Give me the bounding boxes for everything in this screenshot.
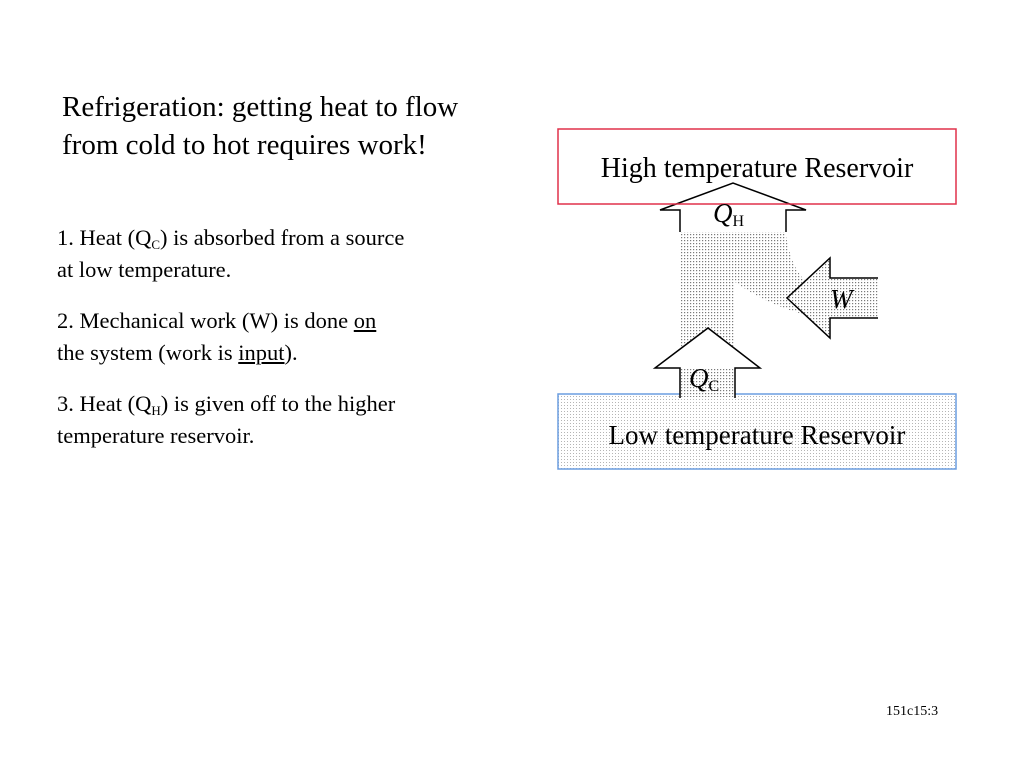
qh-symbol: Q xyxy=(713,198,733,228)
qh-subscript: H xyxy=(732,213,745,230)
qc-subscript: C xyxy=(708,378,720,395)
step-2-line-2-underlined: input xyxy=(238,340,285,365)
step-1-subscript: C xyxy=(151,237,161,252)
step-2-prefix: 2. Mechanical work (W) is done xyxy=(57,308,354,333)
step-3-subscript: H xyxy=(151,403,161,418)
qc-symbol: Q xyxy=(689,363,709,393)
step-3-prefix: 3. Heat (Q xyxy=(57,391,152,416)
high-reservoir-label: High temperature Reservoir xyxy=(600,153,914,184)
step-1-suffix: ) is absorbed from a source xyxy=(160,225,405,250)
slide-footer: 151c15:3 xyxy=(886,704,939,719)
step-1-prefix: 1. Heat (Q xyxy=(57,225,152,250)
step-3-line-2: temperature reservoir. xyxy=(57,423,255,448)
step-2-line-2-suffix: ). xyxy=(284,340,298,365)
step-1-line-2: at low temperature. xyxy=(57,257,232,282)
step-3-suffix: ) is given off to the higher xyxy=(160,391,396,416)
title-line-1: Refrigeration: getting heat to flow xyxy=(62,91,459,123)
title-line-2: from cold to hot requires work! xyxy=(62,129,427,161)
step-2-underlined: on xyxy=(353,308,377,333)
step-2-line-2-prefix: the system (work is xyxy=(57,340,239,365)
w-label: W xyxy=(830,284,853,314)
low-reservoir-label: Low temperature Reservoir xyxy=(608,420,906,450)
